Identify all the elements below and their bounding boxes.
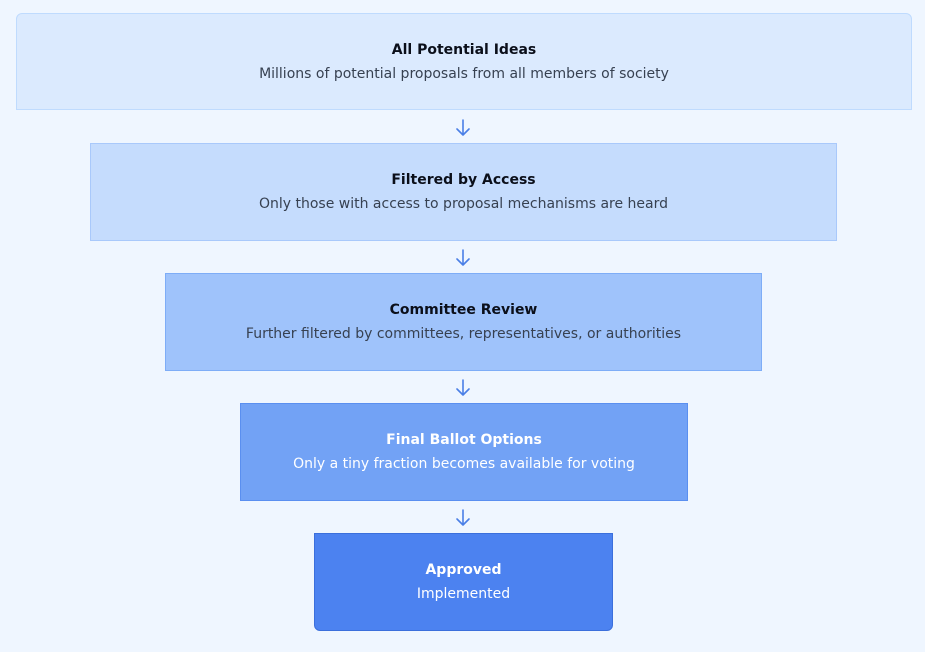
stage-description: Only a tiny fraction becomes available for voting (293, 456, 635, 472)
funnel-stage-approved (314, 533, 613, 631)
arrow-down-icon (455, 249, 471, 267)
arrow-down-icon (455, 509, 471, 527)
stage-title: Approved (425, 562, 502, 578)
funnel-stage-final-ballot-options (240, 403, 688, 501)
stage-description: Only those with access to proposal mechanisms are heard (258, 196, 669, 212)
stage-description: Millions of potential proposals from all members of society (259, 65, 669, 82)
stage-title: Committee Review (389, 302, 538, 318)
stage-title: Filtered by Access (391, 172, 536, 188)
stage-title: All Potential Ideas (391, 41, 537, 58)
stage-title: Final Ballot Options (386, 432, 542, 448)
funnel-stage-all-potential-ideas (16, 13, 912, 110)
stage-description: Implemented (416, 586, 511, 602)
funnel-stage-committee-review (165, 273, 762, 371)
arrow-down-icon (455, 379, 471, 397)
arrow-down-icon (455, 119, 471, 137)
stage-description: Further filtered by committees, representatives, or authorities (245, 326, 682, 342)
funnel-stage-filtered-by-access (90, 143, 837, 241)
